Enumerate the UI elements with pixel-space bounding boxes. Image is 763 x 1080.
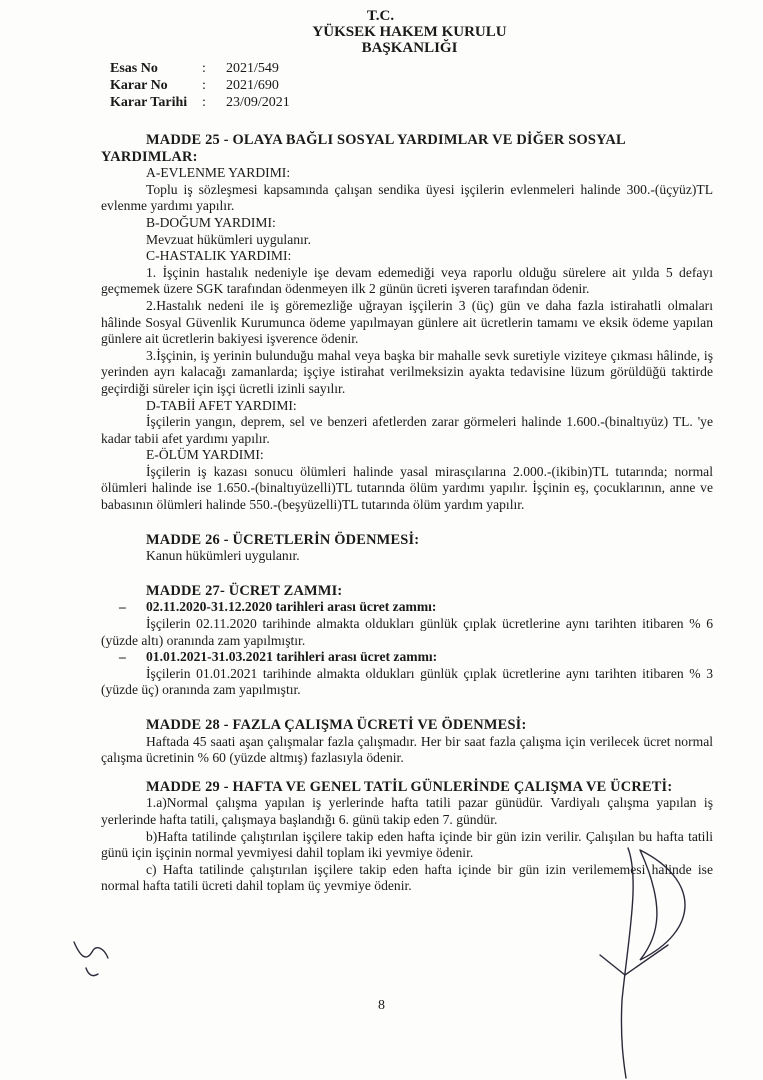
pen-stroke-tick	[600, 945, 668, 975]
article-29-title: MADDE 29 - HAFTA VE GENEL TATİL GÜNLERİNDE ÇALIŞMA VE ÜCRETİ:	[146, 778, 673, 795]
section-c-item-1: 1. İşçinin hastalık nedeniyle işe devam edemediği veya raporlu olduğu sürelere ait yılda 5 defayı geçmemek üzere SGK tarafından ödenmeyen ilk 2 günün ücreti işveren tarafından ödenir.	[101, 264, 713, 297]
case-meta	[110, 60, 290, 111]
meta-label: Karar No	[110, 78, 168, 93]
meta-value: 2021/549	[226, 61, 279, 76]
meta-value: 23/09/2021	[226, 95, 290, 110]
article-29-item-c: c) Hafta tatilinde çalıştırılan işçilere takip eden hafta içinde bir gün izin verilememesi halinde ise normal hafta tatili ücreti dahil toplam üç yevmiye ödenir.	[101, 861, 713, 894]
article-28-title: MADDE 28 - FAZLA ÇALIŞMA ÜCRETİ VE ÖDENMESİ:	[146, 717, 527, 733]
article-26-text: Kanun hükümleri uygulanır.	[146, 548, 300, 564]
meta-row-esas	[110, 60, 290, 77]
raise-period-1-label: 02.11.2020-31.12.2020 tarihleri arası ücret zammı:	[146, 599, 437, 615]
section-c-item-3: 3.İşçinin, iş yerinin bulunduğu mahal veya başka bir mahalle sevk suretiyle viziteye çıkması hâlinde, iş yerinden ayrı kalacağı zamanlarda; işçiye istirahat verilmeksizin ayakta tedavisine lüzum görüldüğü taktirde geçirdiği süreler için işçi ücretli izinli sayılır.	[101, 347, 713, 396]
section-e-heading: E-ÖLÜM YARDIMI:	[146, 447, 264, 463]
article-26-title: MADDE 26 - ÜCRETLERİN ÖDENMESİ:	[146, 531, 420, 548]
meta-label: Esas No	[110, 61, 158, 76]
raise-period-2-label: 01.01.2021-31.03.2021 tarihleri arası ücret zammı:	[146, 649, 438, 665]
page-number: 8	[378, 998, 385, 1013]
document-body	[101, 132, 713, 895]
raise-period-2-text: İşçilerin 01.01.2021 tarihinde almakta oldukları günlük çıplak ücretlerine aynı tarihten itibaren % 3 (yüzde üç) oranında zam yapılmıştır.	[101, 665, 713, 698]
header-office: BAŞKANLIĞI	[361, 40, 458, 56]
section-a-text: Toplu iş sözleşmesi kapsamında çalışan sendika üyesi işçilerin evlenmeleri halinde 300.-(üçyüz)TL evlenme yardımı yapılır.	[101, 181, 713, 214]
section-c-item-2: 2.Hastalık nedeni ile iş göremezliğe uğrayan işçilerin 3 (üç) gün ve daha fazla istirahatli olmaları hâlinde Sosyal Güvenlik Kurumunca ödeme yapılmayan günlere ait ücretlerin tamamı ve eksik ödeme yapılan günlere ait ücretlerin bakiyesi işverence ödenir.	[101, 297, 713, 347]
section-a-heading: A-EVLENME YARDIMI:	[146, 165, 291, 181]
article-25-title: MADDE 25 - OLAYA BAĞLI SOSYAL YARDIMLAR VE DİĞER SOSYAL YARDIMLAR:	[101, 132, 625, 165]
document-header	[0, 8, 763, 56]
list-dash: –	[119, 599, 126, 615]
section-b-text: Mevzuat hükümleri uygulanır.	[146, 231, 311, 247]
pen-stroke-left	[74, 942, 108, 958]
meta-label: Karar Tarihi	[110, 95, 188, 110]
section-d-text: İşçilerin yangın, deprem, sel ve benzeri afetlerden zarar görmeleri halinde 1.600.-(binaltıyüz) TL. 'ye kadar tabii afet yardımı yapılır.	[101, 414, 713, 446]
article-29-item-b: b)Hafta tatilinde çalıştırılan işçilere takip eden hafta içinde bir gün izin verilir. Çalışılan bu hafta tatili günü için işçinin normal yevmiyesi dahil toplam iki yevmiye ödenir.	[101, 828, 713, 861]
article-28-text: Haftada 45 saati aşan çalışmalar fazla çalışmadır. Her bir saat fazla çalışma için verilecek ücret normal çalışma ücretinin % 60 (yüzde altmış) fazlasıyla ödenir.	[101, 733, 713, 766]
section-d-heading: D-TABİİ AFET YARDIMI:	[146, 397, 297, 413]
meta-value: 2021/690	[226, 78, 279, 93]
section-b-heading: B-DOĞUM YARDIMI:	[146, 214, 276, 230]
list-dash: –	[119, 649, 126, 665]
section-e-text: İşçilerin iş kazası sonucu ölümleri halinde yasal mirasçılarına 2.000.-(ikibin)TL tutarında; normal ölümleri halinde ise 1.650.-(binaltıyüzelli)TL tutarında ölüm yardımı yapılır. İşçinin eş, çocuklarının, anne ve babasının ölümleri halinde 550.-(beşyüzelli)TL tutarında ölüm yardım yapılır.	[101, 463, 713, 513]
section-c-heading: C-HASTALIK YARDIMI:	[146, 248, 292, 264]
pen-stroke-left-2	[86, 968, 98, 976]
header-institution: YÜKSEK HAKEM KURULU	[312, 24, 507, 40]
meta-separator: :	[202, 61, 206, 76]
meta-row-karar-tarihi	[110, 94, 290, 111]
meta-separator: :	[202, 78, 206, 93]
meta-row-karar	[110, 77, 290, 94]
article-27-title: MADDE 27- ÜCRET ZAMMI:	[146, 582, 343, 599]
meta-separator: :	[202, 95, 206, 110]
raise-period-2-heading	[101, 649, 713, 666]
header-country: T.C.	[366, 8, 395, 24]
raise-period-1-heading	[101, 599, 713, 616]
article-29-item-a: 1.a)Normal çalışma yapılan iş yerlerinde hafta tatili pazar günüdür. Vardiyalı çalışma yapılan iş yerlerinde hafta tatili, çalışmaya başlandığı 6. günü takip eden 7. gündür.	[101, 795, 713, 827]
raise-period-1-text: İşçilerin 02.11.2020 tarihinde almakta oldukları günlük çıplak ücretlerine aynı tarihten itibaren % 6 (yüzde altı) oranında zam yapılmıştır.	[101, 616, 713, 648]
